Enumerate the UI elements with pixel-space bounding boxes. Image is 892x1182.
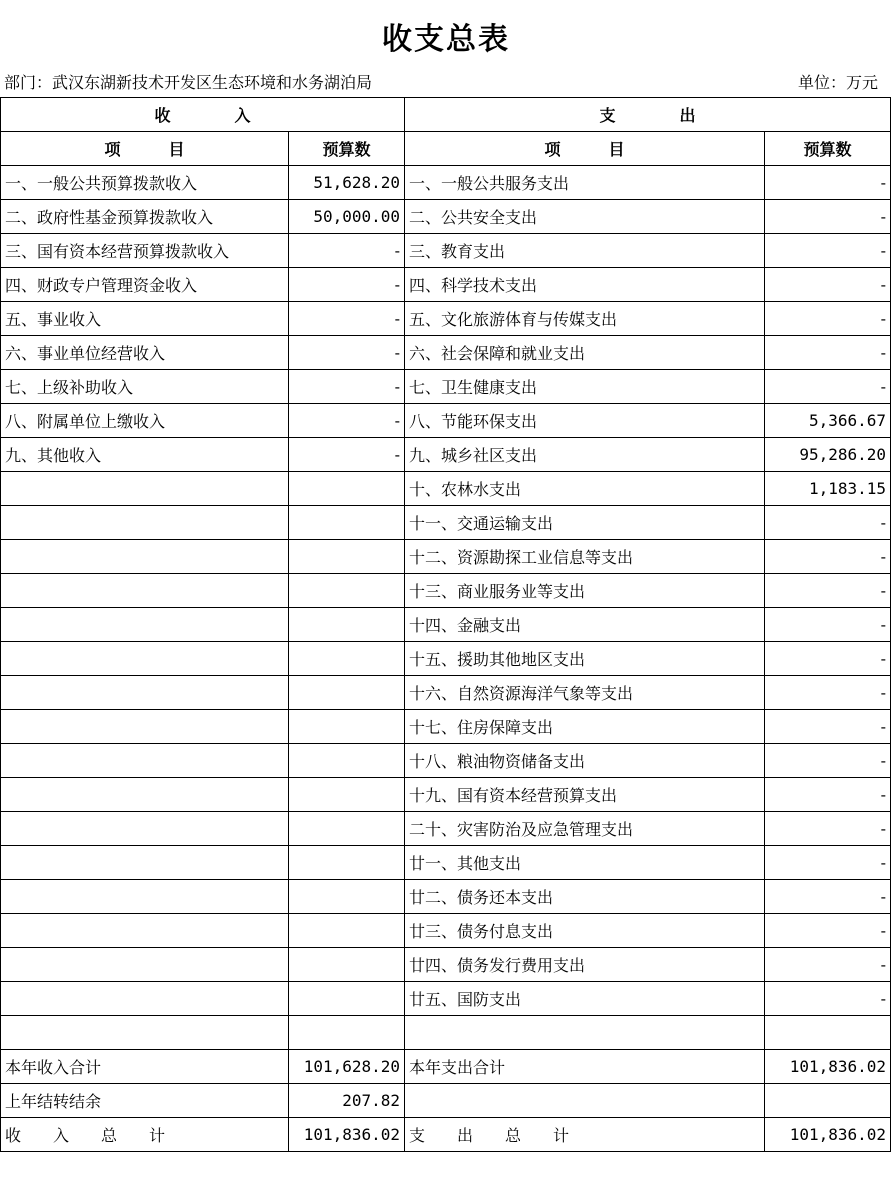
- income-amount-cell: [289, 778, 405, 812]
- income-item-cell: 上年结转结余: [1, 1084, 289, 1118]
- income-item-cell: [1, 880, 289, 914]
- expense-item-cell: 廿五、国防支出: [405, 982, 765, 1016]
- income-amount-cell: [289, 540, 405, 574]
- expense-item-cell: 十四、金融支出: [405, 608, 765, 642]
- income-item-cell: [1, 540, 289, 574]
- expense-item-cell: 九、城乡社区支出: [405, 438, 765, 472]
- budget-table: [0, 97, 891, 1152]
- income-amount-header: 预算数: [289, 132, 405, 166]
- expense-item-cell: 十五、援助其他地区支出: [405, 642, 765, 676]
- table-row: [1, 506, 891, 540]
- table-row: [1, 200, 891, 234]
- income-amount-cell: -: [289, 302, 405, 336]
- table-row: [1, 778, 891, 812]
- income-item-cell: 四、财政专户管理资金收入: [1, 268, 289, 302]
- table-row: [1, 404, 891, 438]
- income-amount-cell: [289, 982, 405, 1016]
- table-row: [1, 540, 891, 574]
- expense-item-cell: 十、农林水支出: [405, 472, 765, 506]
- income-amount-cell: 101,628.20: [289, 1050, 405, 1084]
- expense-item-cell: 十九、国有资本经营预算支出: [405, 778, 765, 812]
- expense-amount-cell: -: [765, 234, 891, 268]
- expense-item-cell: 六、社会保障和就业支出: [405, 336, 765, 370]
- income-item-cell: [1, 812, 289, 846]
- group-header-row: [1, 98, 891, 132]
- income-amount-cell: [289, 642, 405, 676]
- income-item-cell: 八、附属单位上缴收入: [1, 404, 289, 438]
- table-row: [1, 948, 891, 982]
- expense-amount-cell: -: [765, 846, 891, 880]
- expense-item-cell: 二、公共安全支出: [405, 200, 765, 234]
- income-amount-cell: [289, 506, 405, 540]
- table-row: [1, 676, 891, 710]
- expense-item-cell: 本年支出合计: [405, 1050, 765, 1084]
- income-item-cell: 五、事业收入: [1, 302, 289, 336]
- income-item-cell: [1, 642, 289, 676]
- table-row: [1, 1118, 891, 1152]
- expense-item-cell: 十二、资源勘探工业信息等支出: [405, 540, 765, 574]
- income-item-cell: 七、上级补助收入: [1, 370, 289, 404]
- income-item-cell: 收 入 总 计: [1, 1118, 289, 1152]
- table-row: [1, 1050, 891, 1084]
- income-item-cell: [1, 1016, 289, 1050]
- expense-item-cell: [405, 1084, 765, 1118]
- income-item-cell: [1, 506, 289, 540]
- income-amount-cell: -: [289, 370, 405, 404]
- table-row: [1, 438, 891, 472]
- income-item-cell: 九、其他收入: [1, 438, 289, 472]
- table-row: [1, 1016, 891, 1050]
- expense-amount-cell: -: [765, 574, 891, 608]
- income-amount-cell: [289, 710, 405, 744]
- expense-item-cell: 七、卫生健康支出: [405, 370, 765, 404]
- table-row: [1, 914, 891, 948]
- report-meta: [0, 70, 892, 94]
- table-row: [1, 744, 891, 778]
- expense-amount-cell: -: [765, 200, 891, 234]
- income-item-cell: [1, 846, 289, 880]
- expense-amount-cell: -: [765, 948, 891, 982]
- income-item-header: 项 目: [1, 132, 289, 166]
- expense-item-cell: 廿二、债务还本支出: [405, 880, 765, 914]
- table-row: [1, 370, 891, 404]
- expense-item-cell: [405, 1016, 765, 1050]
- table-row: [1, 472, 891, 506]
- expense-amount-cell: [765, 1084, 891, 1118]
- expense-amount-cell: -: [765, 676, 891, 710]
- income-amount-cell: -: [289, 268, 405, 302]
- income-item-cell: [1, 472, 289, 506]
- income-item-cell: [1, 710, 289, 744]
- income-amount-cell: 51,628.20: [289, 166, 405, 200]
- expense-amount-cell: -: [765, 506, 891, 540]
- income-amount-cell: [289, 812, 405, 846]
- expense-item-cell: 二十、灾害防治及应急管理支出: [405, 812, 765, 846]
- expense-item-header: 项 目: [405, 132, 765, 166]
- income-amount-cell: -: [289, 336, 405, 370]
- income-amount-cell: [289, 1016, 405, 1050]
- expense-group-header: 支 出: [405, 98, 891, 132]
- expense-amount-cell: -: [765, 166, 891, 200]
- expense-amount-cell: -: [765, 710, 891, 744]
- table-row: [1, 302, 891, 336]
- income-item-cell: [1, 676, 289, 710]
- table-row: [1, 574, 891, 608]
- income-item-cell: 本年收入合计: [1, 1050, 289, 1084]
- expense-item-cell: 十七、住房保障支出: [405, 710, 765, 744]
- expense-item-cell: 三、教育支出: [405, 234, 765, 268]
- expense-amount-cell: -: [765, 302, 891, 336]
- expense-amount-cell: -: [765, 268, 891, 302]
- income-amount-cell: [289, 846, 405, 880]
- table-row: [1, 710, 891, 744]
- income-amount-cell: [289, 744, 405, 778]
- table-row: [1, 846, 891, 880]
- income-item-cell: [1, 744, 289, 778]
- expense-amount-cell: [765, 1016, 891, 1050]
- table-row: [1, 608, 891, 642]
- expense-amount-cell: -: [765, 336, 891, 370]
- table-row: [1, 1084, 891, 1118]
- expense-item-cell: 十一、交通运输支出: [405, 506, 765, 540]
- expense-amount-cell: 101,836.02: [765, 1050, 891, 1084]
- income-amount-cell: -: [289, 234, 405, 268]
- table-row: [1, 812, 891, 846]
- expense-item-cell: 一、一般公共服务支出: [405, 166, 765, 200]
- income-amount-cell: [289, 574, 405, 608]
- income-item-cell: [1, 778, 289, 812]
- expense-item-cell: 十六、自然资源海洋气象等支出: [405, 676, 765, 710]
- income-item-cell: [1, 914, 289, 948]
- income-amount-cell: [289, 472, 405, 506]
- expense-amount-cell: 5,366.67: [765, 404, 891, 438]
- expense-amount-cell: -: [765, 370, 891, 404]
- table-row: [1, 880, 891, 914]
- income-amount-cell: -: [289, 404, 405, 438]
- income-item-cell: 六、事业单位经营收入: [1, 336, 289, 370]
- table-row: [1, 982, 891, 1016]
- expense-amount-header: 预算数: [765, 132, 891, 166]
- income-amount-cell: [289, 948, 405, 982]
- table-row: [1, 166, 891, 200]
- expense-item-cell: 廿一、其他支出: [405, 846, 765, 880]
- income-amount-cell: [289, 914, 405, 948]
- table-row: [1, 268, 891, 302]
- expense-item-cell: 五、文化旅游体育与传媒支出: [405, 302, 765, 336]
- expense-amount-cell: 95,286.20: [765, 438, 891, 472]
- expense-amount-cell: -: [765, 778, 891, 812]
- income-group-header: 收 入: [1, 98, 405, 132]
- expense-item-cell: 十三、商业服务业等支出: [405, 574, 765, 608]
- income-item-cell: [1, 948, 289, 982]
- expense-item-cell: 四、科学技术支出: [405, 268, 765, 302]
- income-amount-cell: [289, 880, 405, 914]
- expense-item-cell: 廿四、债务发行费用支出: [405, 948, 765, 982]
- income-amount-cell: [289, 676, 405, 710]
- expense-amount-cell: 1,183.15: [765, 472, 891, 506]
- department-label: 部门：武汉东湖新技术开发区生态环境和水务湖泊局: [4, 73, 373, 92]
- expense-amount-cell: -: [765, 914, 891, 948]
- income-item-cell: 二、政府性基金预算拨款收入: [1, 200, 289, 234]
- income-amount-cell: -: [289, 438, 405, 472]
- income-item-cell: 一、一般公共预算拨款收入: [1, 166, 289, 200]
- expense-amount-cell: -: [765, 982, 891, 1016]
- income-amount-cell: 101,836.02: [289, 1118, 405, 1152]
- expense-item-cell: 八、节能环保支出: [405, 404, 765, 438]
- income-item-cell: 三、国有资本经营预算拨款收入: [1, 234, 289, 268]
- expense-amount-cell: -: [765, 812, 891, 846]
- income-amount-cell: [289, 608, 405, 642]
- table-row: [1, 642, 891, 676]
- income-item-cell: [1, 982, 289, 1016]
- column-header-row: [1, 132, 891, 166]
- income-item-cell: [1, 608, 289, 642]
- expense-amount-cell: -: [765, 880, 891, 914]
- expense-amount-cell: -: [765, 608, 891, 642]
- income-amount-cell: 207.82: [289, 1084, 405, 1118]
- table-row: [1, 234, 891, 268]
- income-item-cell: [1, 574, 289, 608]
- expense-amount-cell: -: [765, 540, 891, 574]
- expense-amount-cell: -: [765, 744, 891, 778]
- expense-item-cell: 十八、粮油物资储备支出: [405, 744, 765, 778]
- unit-label: 单位：万元: [797, 73, 878, 92]
- table-row: [1, 336, 891, 370]
- income-amount-cell: 50,000.00: [289, 200, 405, 234]
- expense-item-cell: 支 出 总 计: [405, 1118, 765, 1152]
- page-title: 收支总表: [382, 22, 510, 57]
- expense-amount-cell: 101,836.02: [765, 1118, 891, 1152]
- expense-amount-cell: -: [765, 642, 891, 676]
- expense-item-cell: 廿三、债务付息支出: [405, 914, 765, 948]
